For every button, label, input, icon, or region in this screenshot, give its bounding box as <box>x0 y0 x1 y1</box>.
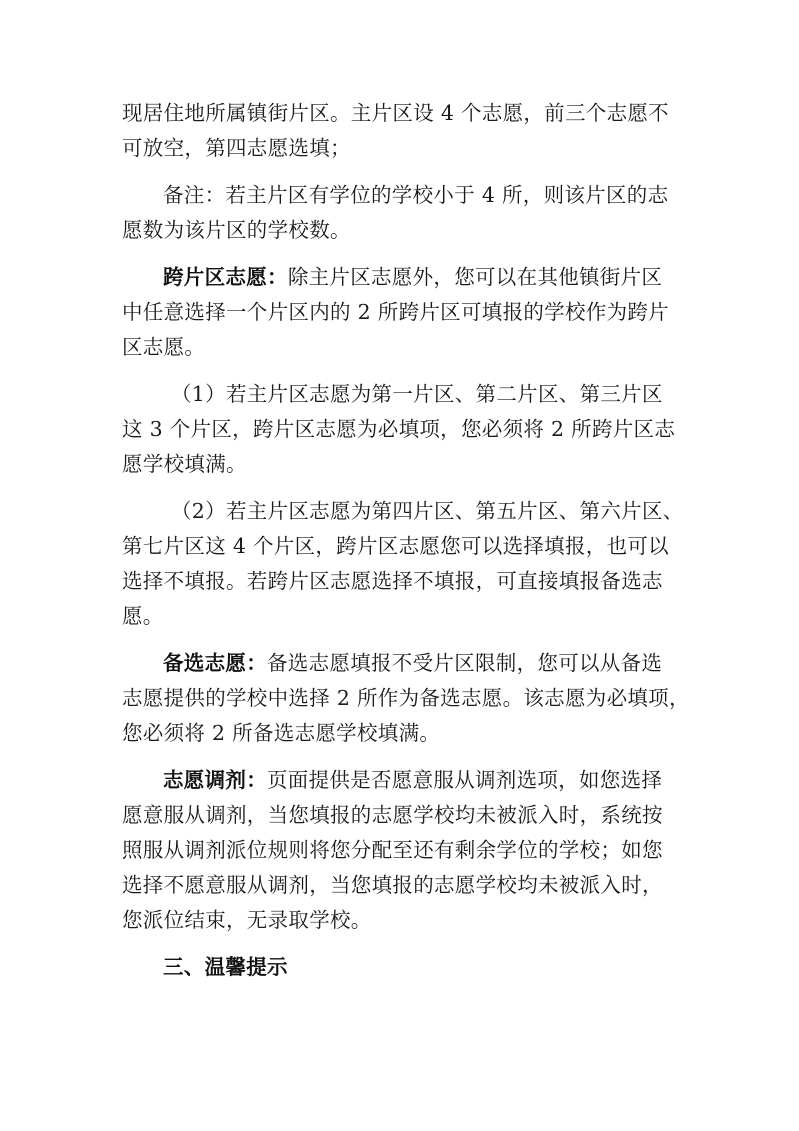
document-page <box>122 96 690 985</box>
text-line <box>122 646 682 681</box>
text-line: 愿意服从调剂，当您填报的志愿学校均未被派入时，系统按 <box>122 803 663 827</box>
section-heading: 三、温馨提示 <box>163 955 288 979</box>
text-line: 愿数为该片区的学校数。 <box>122 218 351 242</box>
paragraph-alternate <box>122 646 690 751</box>
paragraph-item-2 <box>122 494 682 634</box>
text-line: （2）若主片区志愿为第四片区、第五片区、第六片区、 <box>171 499 684 523</box>
text-line: 第七片区这 4 个片区，跨片区志愿您可以选择填报，也可以 <box>122 534 669 558</box>
paragraph-cross-zone <box>122 260 682 365</box>
text-line: 这 3 个片区，跨片区志愿为必填项，您必须将 2 所跨片区志 <box>122 417 676 441</box>
paragraph-main-zone <box>122 96 682 166</box>
paragraph-adjustment <box>122 763 682 938</box>
paragraph-note <box>122 178 682 248</box>
text-run: 除主片区志愿外，您可以在其他镇街片区 <box>287 265 663 289</box>
text-line: 您必须将 2 所备选志愿学校填满。 <box>122 721 441 745</box>
text-line: 现居住地所属镇街片区。主片区设 4 个志愿，前三个志愿不 <box>122 101 669 125</box>
text-line <box>122 763 682 798</box>
paragraph-item-1 <box>122 377 682 482</box>
text-line: 志愿提供的学校中选择 2 所作为备选志愿。该志愿为必填项， <box>122 686 690 710</box>
text-line: 愿。 <box>122 604 164 628</box>
text-line: 选择不愿意服从调剂，当您填报的志愿学校均未被派入时， <box>122 873 663 897</box>
text-run: 页面提供是否愿意服从调剂选项，如您选择 <box>267 768 663 792</box>
text-line: 可放空，第四志愿选填； <box>122 136 351 160</box>
paragraph-lead: 备选志愿： <box>163 651 267 675</box>
text-line: 中任意选择一个片区内的 2 所跨片区可填报的学校作为跨片 <box>122 300 669 324</box>
text-line: 备注：若主片区有学位的学校小于 4 所，则该片区的志 <box>163 183 669 207</box>
text-line: （1）若主片区志愿为第一片区、第二片区、第三片区 <box>171 382 663 406</box>
paragraph-lead: 志愿调剂： <box>163 768 267 792</box>
text-line <box>122 260 682 295</box>
text-run: 备选志愿填报不受片区限制，您可以从备选 <box>267 651 663 675</box>
paragraph-lead: 跨片区志愿： <box>163 265 288 289</box>
text-line: 愿学校填满。 <box>122 452 247 476</box>
text-line: 区志愿。 <box>122 335 206 359</box>
text-line: 照服从调剂派位规则将您分配至还有剩余学位的学校；如您 <box>122 838 663 862</box>
text-line: 选择不填报。若跨片区志愿选择不填报，可直接填报备选志 <box>122 569 663 593</box>
text-line: 您派位结束，无录取学校。 <box>122 908 372 932</box>
